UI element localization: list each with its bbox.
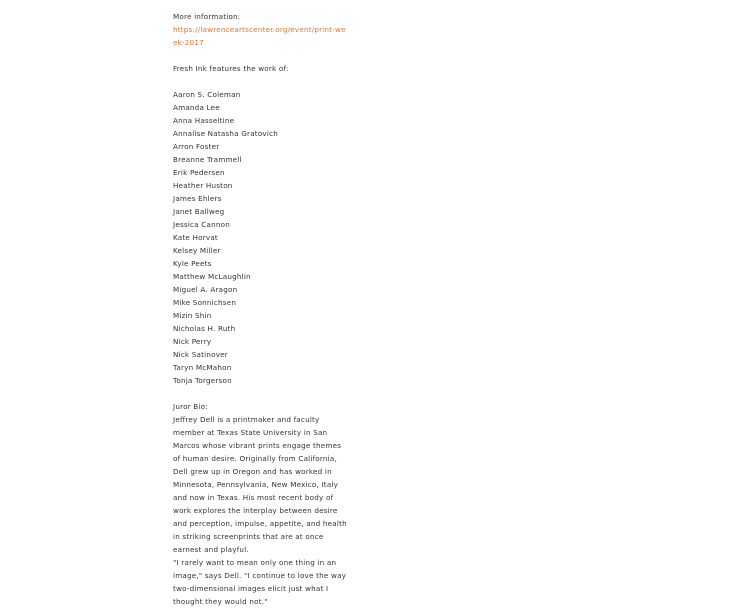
list-item: Kelsey Miller: [173, 246, 221, 255]
list-item: Taryn McMahon: [173, 363, 232, 372]
list-item: Annalise Natasha Gratovich: [173, 129, 278, 138]
list-item: Breanne Trammell: [173, 155, 242, 164]
list-item: Anna Hasseltine: [173, 116, 235, 125]
article-body: [173, 10, 349, 608]
list-item: Miguel A. Aragon: [173, 285, 238, 294]
intro-section: [173, 62, 349, 75]
list-item: Mike Sonnichsen: [173, 298, 237, 307]
list-item: Aaron S. Coleman: [173, 90, 241, 99]
juror-bio: Jeffrey Dell is a printmaker and faculty member at Texas State University in San Marcos whose vibrant prints engage themes of human desire. Originally from California, Dell grew up in Oregon and has worked in Minnesota, Pennsylvania, New Mexico, Italy and now in Texas. His most recent body of work explores the interplay between desire and perception, impulse, appetite, and health in striking screenprints that are at once earnest and playful.: [173, 415, 347, 554]
list-item: James Ehlers: [173, 194, 222, 203]
intro-text: Fresh Ink features the work of:: [173, 64, 289, 73]
list-item: Amanda Lee: [173, 103, 220, 112]
list-item: Arron Foster: [173, 142, 220, 151]
list-item: Erik Pedersen: [173, 168, 225, 177]
more-info-section: [173, 10, 349, 49]
more-info-label: More information:: [173, 12, 241, 21]
list-item: Nick Satinover: [173, 350, 228, 359]
artist-list: [173, 88, 349, 387]
list-item: Mizin Shin: [173, 311, 212, 320]
juror-heading: Juror Bio:: [173, 402, 208, 411]
list-item: Nick Perry: [173, 337, 212, 346]
list-item: Janet Ballweg: [173, 207, 225, 216]
list-item: Nicholas H. Ruth: [173, 324, 236, 333]
list-item: Tonja Torgerson: [173, 376, 232, 385]
event-link[interactable]: https://lawrenceartscenter.org/event/print-week-2017: [173, 25, 346, 47]
list-item: Heather Huston: [173, 181, 233, 190]
list-item: Kyle Peets: [173, 259, 212, 268]
juror-quote: "I rarely want to mean only one thing in an image," says Dell. "I continue to love the way two-dimensional images elicit just what I thought they would not.": [173, 558, 347, 606]
list-item: Matthew McLaughlin: [173, 272, 251, 281]
juror-section: [173, 400, 349, 608]
list-item: Jessica Cannon: [173, 220, 230, 229]
list-item: Kate Horvat: [173, 233, 218, 242]
